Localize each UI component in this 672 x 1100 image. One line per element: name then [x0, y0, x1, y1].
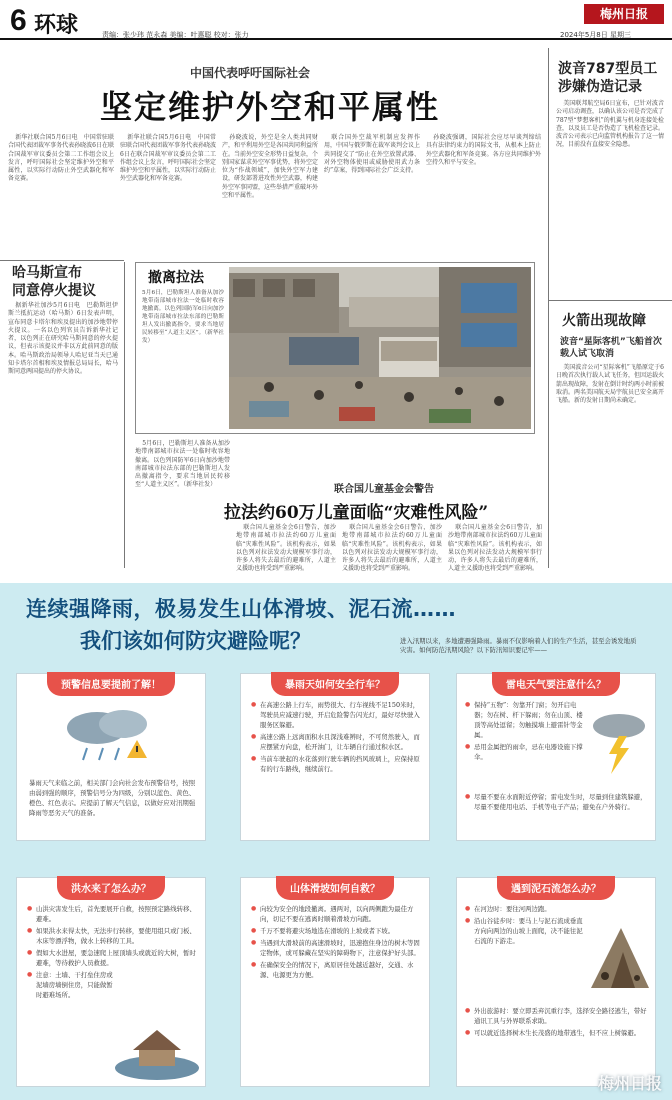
- column-divider: [548, 48, 549, 568]
- lead-kicker: 中国代表呼吁国际社会: [190, 66, 311, 80]
- card-item: ● 假如大水进屋，要急速爬上屋顶墙头或就近的大树，暂时避难，等待救护人员救援。: [27, 948, 197, 968]
- card-item: ● 在高速公路上行车，雨势很大、行车视线不足150米时，驾驶员应减速行驶，开启危险警告闪光灯，最好尽快驶入服务区躲避。: [251, 700, 421, 730]
- card-landslide: [240, 877, 430, 1087]
- card-body: [251, 700, 421, 776]
- card-item: ● 可以就近选择树木生长茂盛的地带逃生，但不应上树躲避。: [465, 1028, 649, 1038]
- editor-credits: 责编：张少玮 范永森 美编：叶惠聪 校对：张力: [102, 31, 249, 39]
- card-body: [29, 778, 197, 818]
- right-story1-headline: 波音787型员工 涉嫌伪造记录: [558, 61, 658, 95]
- card-item: ● 沿山谷徒步时：要马上与泥石流成垂直方向向两边的山坡上面爬，决不能往泥石流的下游走。: [465, 916, 585, 946]
- card-item: ● 当遇到大滑坡前的高速滑坡时，迅速抱住身边的树木等固定物体，或可躲藏在坚实的障碍物下，注意保护好头部。: [251, 938, 421, 958]
- card-title: 洪水来了怎么办？: [57, 876, 165, 900]
- disaster-prevention-feature: [0, 583, 672, 1100]
- weather-warning-illustration: [57, 700, 167, 770]
- section-divider: [548, 300, 672, 301]
- card-lightning: [456, 673, 656, 841]
- mudslide-illustration: [591, 918, 649, 988]
- card-title: 雷电天气要注意什么？: [492, 672, 620, 696]
- card-item: ● 千万不要将避灾场地选在滑坡的上坡或者下坡。: [251, 926, 421, 936]
- card-item: ● 外出旅游时：要立即丢弃沉重行李，选择安全路径逃生，带好通讯工具与外界联系求助。: [465, 1006, 649, 1026]
- card-item: ● 尽量不要在水面附近停留；雷电发生时，尽量到住建筑躲避，尽量不要使用电话、手机等电子产品；避免在户外骑行。: [465, 792, 649, 812]
- photo-block-headline: 撤离拉法: [148, 270, 204, 286]
- right-story2-subtitle: 波音“星际客机”飞船首次 载人试飞取消: [560, 337, 662, 359]
- flood-house-illustration: [113, 1020, 201, 1082]
- mid-story-col-2: 联合国儿童基金会6日警告，加沙地带南部城市拉法约60万儿童面临“灾难性风险”。该机构表示，如果以色列对拉法发动大规模军事行动，许多人将失去最后的避难所，人道主义援助也将受到严重影响。: [342, 524, 442, 573]
- card-title: 遇到泥石流怎么办？: [497, 876, 615, 900]
- photo-story-body: 5月6日，巴勒斯坦人准备从加沙地带南部城市拉法一处临时收容地撤离。以色列国防军6日向加沙地带南部城市拉法东部的巴勒斯坦人发出撤离指令，要求当地居民转移至“人道主义区”。（新华社发）: [135, 440, 230, 489]
- card-title: 暴雨天如何安全行车？: [271, 672, 399, 696]
- right-story2-headline: 火箭出现故障: [562, 313, 646, 329]
- card-flood: [16, 877, 206, 1087]
- news-photo: [229, 267, 531, 429]
- card-title: 山体滑坡如何自救？: [276, 876, 394, 900]
- newspaper-logo: 梅州日报: [584, 4, 664, 24]
- lead-column-4: 孙晓波强调，国际社会应尽早谈判缔结具有法律约束力的国际文书，从根本上防止外空武器化和军备竞赛。各方应共同维护外空持久和平与安全。: [426, 134, 541, 166]
- mid-story-col-1: 联合国儿童基金会6日警告，加沙地带南部城市拉法约60万儿童面临“灾难性风险”。该机构表示，如果以色列对拉法发动大规模军事行动，许多人将失去最后的避难所，人道主义援助也将受到严重影响。: [236, 524, 336, 573]
- right-story1-body: 美国联邦航空局6日宣布，已针对波音公司启动调查，以确认该公司是否完成了787型“梦想客机”的机翼与机身连接处检查，以及员工是否伪造了飞机检查记录。波音公司表示已向监管机构报告了这一情况，目前没有直接安全隐患。: [556, 100, 665, 149]
- card-item: ● 注意：土墙、干打垒住房或泥墙房墙倒住房，只能做暂时避难场所。: [27, 970, 113, 1000]
- card-body-extra: [465, 792, 649, 814]
- card-safe-driving: [240, 673, 430, 841]
- lead-headline: 坚定维护外空和平属性: [100, 88, 441, 126]
- left-story-headline: 哈马斯宣布 同意停火提议: [12, 265, 96, 299]
- photo-block: [135, 262, 535, 434]
- card-body: [465, 904, 585, 948]
- news-photo-image: [229, 267, 531, 429]
- watermark-logo: 梅州日报: [597, 1074, 662, 1093]
- card-item: ● 在确保安全的情况下，离原居住处越近越好，交通、水源、电源更为方便。: [251, 960, 421, 980]
- card-item: ● 当前车驶起的水花落到行驶车辆的挡风玻璃上，应保持原有的行车路线，继续前行。: [251, 754, 421, 774]
- mid-story-col-3: 联合国儿童基金会6日警告，加沙地带南部城市拉法约60万儿童面临“灾难性风险”。该机构表示，如果以色列对拉法发动大规模军事行动，许多人将失去最后的避难所，人道主义援助也将受到严重影响。: [448, 524, 542, 573]
- mid-story-kicker: 联合国儿童基金会警告: [334, 484, 434, 495]
- card-title: 预警信息要提前了解！: [47, 672, 175, 696]
- card-body: [27, 904, 197, 1002]
- card-item: ● 山洪灾害发生后，首先要展开自救，按照预定路线转移、避难。: [27, 904, 197, 924]
- feature-headline-2: 我们该如何防灾避险呢？: [80, 629, 311, 653]
- section-divider: [0, 260, 124, 261]
- lead-column-left: 新华社联合国5月6日电 中国常驻联合国代表团裁军事务代表孙晓波6日在联合国裁军审议委员会第二工作组会议上发言，呼吁国际社会坚定维护外空和平属性，以实际行动防止外空武器化和军备竞赛。: [8, 134, 114, 183]
- card-body-extra: [465, 1006, 649, 1040]
- card-mudslide: [456, 877, 656, 1087]
- page-header: [0, 0, 672, 40]
- lead-column-3: 联合国外空裁军机制应发挥作用，中国与俄罗斯在裁军谈判会议上共同提交了“防止在外空放置武器、对外空物体使用或威胁使用武力条约”草案，得到国际社会广泛支持。: [324, 134, 421, 175]
- feature-intro: 进入汛期以来，多地遭遇强降雨。暴雨不仅影响着人们的生产生活，甚至会诱发地质灾害。如何防范汛期风险？以下防汛知识要记牢——: [400, 637, 637, 654]
- issue-date: 2024年5月8日 星期三: [560, 31, 631, 39]
- card-early-warning: [16, 673, 206, 841]
- card-body: [465, 700, 585, 764]
- card-item: ● 忌用金属把的雨伞，忌在电器设施下撑伞。: [465, 742, 585, 762]
- feature-headline-1: 连续强降雨，极易发生山体滑坡、泥石流……: [26, 597, 456, 621]
- card-item: ● 在河边时：要往河两边跑。: [465, 904, 585, 914]
- card-item: ● 保持“五物”：勿靠开门窗；勿开启电器；勿在树、杆下躲雨；勿在山顶、楼顶等高处逗留；勿触摸墙上避雷针等金属。: [465, 700, 585, 740]
- card-text: 暴雨天气来临之前，相关部门会向社会发布预警信号，按照由弱到强的顺序，预警信号分为四级，分别以蓝色、黄色、橙色、红色表示。应提前了解天气信息，以做好应对汛期强降雨等恶劣天气的准备。: [29, 779, 196, 817]
- lead-column-2: 孙晓波说，外空是全人类共同财产，和平利用外空是各国共同利益所在。当前外空安全形势日益复杂，个别国家谋求外空军事优势，将外空定位为“作战领域”，加快外空军力建设，研发部署进攻性外空武器，构建外空军事同盟，这些举措严重破坏外空和平属性。: [222, 134, 319, 200]
- photo-caption: 5月6日，巴勒斯坦人准备从加沙地带南部城市拉法一处临时收容地撤离。以色列国防军6日向加沙地带南部城市拉法东部的巴勒斯坦人发出撤离指令，要求当地居民转移至“人道主义区”。（新华社发）: [142, 290, 224, 344]
- card-item: ● 如果洪水来得太快，无法步行转移，要使用组只或门板、木床等漂浮物，做水上转移的工具。: [27, 926, 197, 946]
- page-number: 6: [10, 4, 27, 37]
- column-divider: [124, 262, 125, 568]
- lightning-illustration: [589, 710, 649, 780]
- section-title: 环球: [34, 13, 79, 38]
- left-story-body: 据新华社加沙5月6日电 巴勒斯坦伊斯兰抵抗运动（哈马斯）6日发表声明，宣布同意卡塔尔和埃及提出的加沙地带停火提议。一名以色列官员告诉新华社记者，以色列正在研究哈马斯同意的停火提议，但表示该提议并非以方此前同意的版本。哈马斯政治局领导人哈尼亚当天已通知卡塔尔首相和埃及情报总局局长，哈马斯同意两国提出的停火协议。: [8, 302, 118, 376]
- card-item: ● 高速公路上远离面积水且深浅难辨时，不可贸然驶入，而应摆紧方向盘，松开油门，让车辆自行通过积水区。: [251, 732, 421, 752]
- mid-story-headline: 拉法约60万儿童面临“灾难性风险”: [224, 503, 489, 523]
- right-story2-body: 美国波音公司“星际客机”飞船原定于6日晚首次执行载人试飞任务，但因运载火箭出现故障，发射在倒计时约两小时前被取消。两名美国航天局宇航员已安全离开飞船。新的发射日期尚未确定。: [556, 364, 665, 405]
- card-item: ● 向较为安全的地段撤离。遇两对，以向两侧跑为最佳方向，切记不要在逃离时顺着滑坡方向跑。: [251, 904, 421, 924]
- lead-column-1: 新华社联合国5月6日电 中国常驻联合国代表团裁军事务代表孙晓波6日在联合国裁军审议委员会第二工作组会议上发言，呼吁国际社会坚定维护外空和平属性，以实际行动防止外空武器化和军备竞赛。: [120, 134, 217, 183]
- card-body: [251, 904, 421, 982]
